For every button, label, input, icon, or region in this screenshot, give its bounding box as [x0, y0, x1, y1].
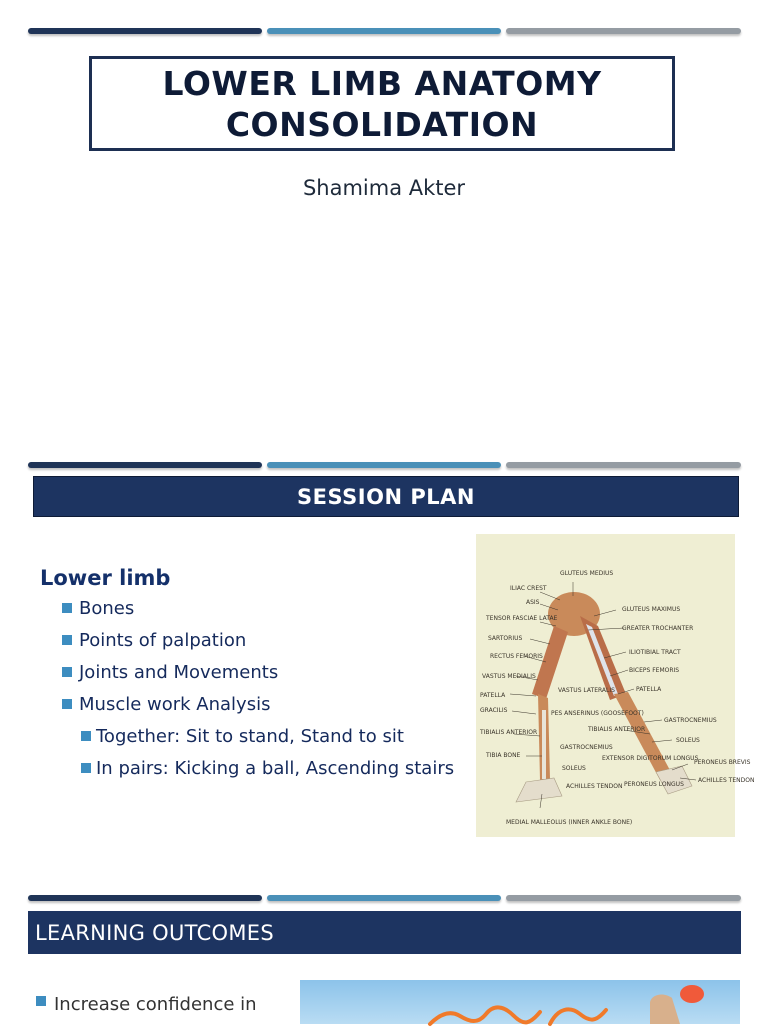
label-tibialis-anterior-left: TIBIALIS ANTERIOR	[480, 729, 538, 736]
left-foot-shape	[516, 778, 562, 802]
label-vastus-medialis: VASTUS MEDIALIS	[482, 673, 536, 680]
confidence-illustration	[300, 980, 740, 1024]
bullet-square-icon	[62, 699, 72, 709]
session-plan-header: SESSION PLAN	[33, 476, 739, 517]
divider-bar-blue	[267, 895, 501, 901]
label-achilles-tendon-right: ACHILLES TENDON	[698, 777, 755, 784]
label-gluteus-medius: GLUTEUS MEDIUS	[560, 570, 614, 577]
list-item: Points of palpation	[40, 630, 460, 652]
bullet-square-icon	[81, 763, 91, 773]
slide-title: LOWER LIMB ANATOMY CONSOLIDATION	[162, 63, 602, 144]
iliotibial-tract-shape	[586, 624, 618, 696]
label-iliotibial-tract: ILIOTIBIAL TRACT	[629, 649, 681, 656]
divider-bar-gray	[506, 462, 741, 468]
label-gluteus-maximus: GLUTEUS MAXIMUS	[622, 606, 681, 613]
bullet-square-icon	[62, 667, 72, 677]
divider-bars	[28, 895, 741, 903]
divider-bars	[28, 462, 741, 470]
divider-bar-gray	[506, 28, 741, 34]
raised-hand-shape	[680, 985, 704, 1003]
list-item: Bones	[40, 598, 460, 620]
list-item: Together: Sit to stand, Stand to sit	[40, 726, 460, 748]
label-gracilis: GRACILIS	[480, 707, 508, 714]
divider-bar-navy	[28, 28, 262, 34]
divider-bar-navy	[28, 895, 262, 901]
label-achilles-tendon-left: ACHILLES TENDON	[566, 783, 623, 790]
figure-arm-shape	[650, 995, 680, 1024]
label-biceps-femoris: BICEPS FEMORIS	[629, 667, 680, 674]
list-item: Muscle work Analysis	[40, 694, 460, 716]
list-item: In pairs: Kicking a ball, Ascending stairs	[40, 758, 460, 780]
label-extensor-digitorum-longus: EXTENSOR DIGITORUM LONGUS	[602, 755, 699, 762]
list-item: Increase confidence in	[36, 993, 286, 1017]
label-soleus-left: SOLEUS	[562, 765, 586, 772]
list-item: Joints and Movements	[40, 662, 460, 684]
label-peroneus-longus: PERONEUS LONGUS	[624, 781, 684, 788]
divider-bar-gray	[506, 895, 741, 901]
anatomy-illustration	[476, 534, 755, 837]
session-plan-list	[40, 598, 460, 780]
bullet-square-icon	[81, 731, 91, 741]
session-plan-heading: Lower limb	[40, 566, 171, 590]
label-patella-left: PATELLA	[480, 692, 506, 699]
label-iliac-crest: ILIAC CREST	[510, 585, 547, 592]
bullet-square-icon	[36, 996, 46, 1006]
session-plan-content	[40, 566, 460, 790]
learning-outcomes-list	[36, 993, 286, 1017]
label-greater-trochanter: GREATER TROCHANTER	[622, 625, 694, 632]
tibia-bone-shape	[542, 710, 546, 779]
divider-bar-blue	[267, 28, 501, 34]
right-shin-shape	[614, 692, 672, 780]
orange-script-stroke	[550, 1009, 606, 1024]
divider-bars	[28, 28, 741, 36]
presenter-name: Shamima Akter	[302, 176, 466, 200]
label-sartorius: SARTORIUS	[488, 635, 523, 642]
label-tibia-bone: TIBIA BONE	[486, 752, 521, 759]
label-asis: ASIS	[526, 599, 540, 606]
bullet-square-icon	[62, 635, 72, 645]
bullet-square-icon	[62, 603, 72, 613]
label-soleus-right: SOLEUS	[676, 737, 700, 744]
divider-bar-blue	[267, 462, 501, 468]
slide-title-box	[89, 56, 675, 151]
label-pes-anserinus: PES ANSERINUS (GOOSEFOOT)	[551, 710, 644, 717]
divider-bar-navy	[28, 462, 262, 468]
label-tensor-fasciae-latae: TENSOR FASCIAE LATAE	[486, 615, 558, 622]
label-gastrocnemius-left: GASTROCNEMIUS	[560, 744, 613, 751]
confidence-image	[300, 980, 740, 1024]
label-patella-right: PATELLA	[636, 686, 662, 693]
label-tibialis-anterior-right: TIBIALIS ANTERIOR	[588, 726, 646, 733]
label-rectus-femoris: RECTUS FEMORIS	[490, 653, 543, 660]
lower-limb-anatomy-figure	[476, 534, 755, 837]
label-gastrocnemius-right: GASTROCNEMIUS	[664, 717, 717, 724]
orange-script-stroke	[430, 1007, 540, 1024]
learning-outcomes-header: LEARNING OUTCOMES	[28, 911, 741, 954]
label-medial-malleolus: MEDIAL MALLEOLUS (INNER ANKLE BONE)	[506, 819, 633, 826]
label-peroneus-brevis: PERONEUS BREVIS	[694, 759, 751, 766]
label-vastus-lateralis: VASTUS LATERALIS	[558, 687, 615, 694]
